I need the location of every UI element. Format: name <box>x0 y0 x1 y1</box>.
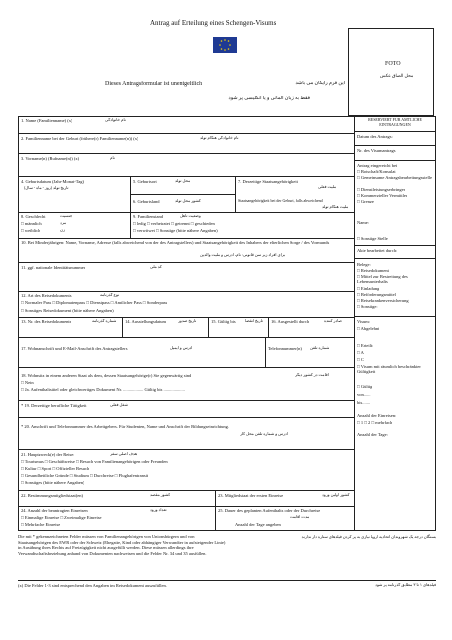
notice-fa-2: فقط به زبان المانی و یا انگلیسی پر شود <box>228 96 310 101</box>
f25-label: 25. Dauer des geplanten Aufenthalts oder der Durchreise <box>218 508 321 513</box>
official-type-5: bis....... <box>357 400 371 405</box>
f9-opts-2[interactable]: □ verwitwet □ Sonstige (bitte nähere Angaben) <box>133 228 218 233</box>
f8-opt-male[interactable]: □ männlich <box>21 221 42 226</box>
f8-opt-female-fa: زن <box>60 228 65 232</box>
f9-opts[interactable]: □ ledig □ verheiratet □ getrennt □ geschieden <box>133 221 215 226</box>
f14-label: 14. Ausstellungsdatum <box>125 319 167 324</box>
f9-label-fa: وضعیت تاهل <box>180 214 201 218</box>
f16-label: 16. Ausgestellt durch <box>271 319 310 324</box>
f13-label: 13. Nr. des Reisedokuments <box>21 319 72 324</box>
official-type-0[interactable]: □ A <box>357 350 364 355</box>
f11-label: 11. ggf. nationale Identitätsnummer <box>21 265 86 270</box>
f20-label-fa: آدرس و شماره تلفن محل کار <box>240 432 288 436</box>
f21-opts-1[interactable]: □ Tourismus □ Geschäftsreise □ Besuch von Familienangehörigen oder Freunden <box>21 459 168 464</box>
official-name: Name: <box>357 220 369 225</box>
f7-label-fa: ملیت فعلی <box>318 185 337 189</box>
f21-label-fa: هدف اصلی سفر <box>110 452 138 456</box>
f8-opt-male-fa: مرد <box>60 221 67 225</box>
f2-label: 2. Familienname bei der Geburt (frühere(r) Familienname(n)) (x) <box>21 136 139 141</box>
official-doc-2[interactable]: □ Einladung <box>357 286 380 291</box>
official-type-3[interactable]: □ Gültig <box>357 384 373 389</box>
f16-label-fa: صادر کننده <box>324 319 342 323</box>
f12-opts[interactable]: □ Normaler Pass □ Diplomatenpass □ Dienstpass □ Amtlicher Pass □ Sonderpass <box>21 300 168 305</box>
eu-flag-icon <box>213 37 237 53</box>
official-issued[interactable]: □ Erteilt: <box>357 343 374 348</box>
official-opt-3[interactable]: □ Kommerzieller Vermittler <box>357 193 408 198</box>
f23-label: 23. Mitgliedstaat der ersten Einreise <box>218 493 284 498</box>
f17-label: 17. Wohnanschrift und E-Mail-Anschrift des Antragstellers <box>21 346 128 351</box>
f21-opts-3[interactable]: □ Gesundheitliche Gründe □ Studium □ Durchreise □ Flughafentransit <box>21 473 149 478</box>
official-docs: Belege: <box>357 262 371 267</box>
f7b-label: Staatsangehörigkeit bei der Geburt, falls abweichend <box>238 199 323 203</box>
f25-days: Anzahl der Tage angeben <box>235 522 281 527</box>
f3-label: 3. Vorname(n) (Rufname(n)) (x) <box>21 156 80 161</box>
f14-label-fa: تاریخ صدور <box>178 319 197 323</box>
official-doc-3[interactable]: □ Beförderungsmittel <box>357 292 396 297</box>
f15-label: 15. Gültig bis <box>211 319 236 324</box>
f22-label: 22. Bestimmungsmitgliedstaat(en) <box>21 493 83 498</box>
notice-fa-1: این فرم رایگان می باشد <box>295 81 345 86</box>
official-header: RESERVIERT FÜR AMTLICHE EINTRAGUNGEN <box>368 118 422 127</box>
f12-label-fa: نوع گذرنامه <box>100 293 120 297</box>
f9-label: 9. Familienstand <box>133 214 163 219</box>
official-type-6: Anzahl der Einreisen: <box>357 413 397 418</box>
f3-label-fa: نام <box>110 156 115 160</box>
f6-label-fa: کشور محل تولد <box>175 199 201 203</box>
official-nr: Nr. des Visumantrags <box>357 148 396 153</box>
f8-label-fa: جنسیت <box>60 214 73 218</box>
notice-de: Dieses Antragsformular ist unentgeltlich <box>105 81 203 87</box>
official-type-7[interactable]: □ 1 □ 2 □ mehrfach <box>357 420 393 425</box>
f22-label-fa: کشور مقصد <box>150 493 171 497</box>
f15-label-fa: تاریخ انقضا <box>245 319 263 323</box>
f12-opts-2[interactable]: □ Sonstiges Reisedokument (bitte nähere Angaben) <box>21 308 114 313</box>
f11-label-fa: کد ملی <box>150 265 162 269</box>
official-opt-0[interactable]: □ Botschaft/Konsulat <box>357 169 396 174</box>
official-refused[interactable]: □ Abgelehnt <box>357 326 380 331</box>
f19-label-fa: شغل فعلی <box>110 403 128 407</box>
f2-label-fa: نام خانوادگی هنگام تولد <box>200 136 239 140</box>
f13-label-fa: شماره گذرنامه <box>92 319 117 323</box>
f8-opt-female[interactable]: □ weiblich <box>21 228 41 233</box>
f17-label-fa: آدرس و ایمیل <box>170 346 193 350</box>
footer-x-note: (x) Die Felder 1-3 sind entsprechend den Angaben im Reisedokument auszufüllen. <box>18 583 167 588</box>
f4-label: 4. Geburtsdatum (Jahr-Monat-Tag) <box>21 179 84 184</box>
f24-label: 24. Anzahl der beantragten Einreisen <box>21 508 88 513</box>
f4-label-fa: تاریخ تولد (روز - ماه - سال) <box>24 186 69 190</box>
f10-label: 10. Bei Minderjährigen: Name, Vorname, Adresse (falls abweichend von der des Antragstellers) und Staatsangehörigkeit des Inhabers der elterlichen Sorge / des Vormunds <box>21 240 330 245</box>
f1-label-fa: نام خانوادگی <box>105 118 126 122</box>
f21-label: 21. Hauptzweck(e) der Reise: <box>21 452 75 457</box>
f18-yes[interactable]: □ Ja. Aufenthaltstitel oder gleichwertiges Dokument Nr. .................. Gültig bis ................... <box>21 387 185 392</box>
official-other[interactable]: □ Sonstige Stelle <box>357 236 388 241</box>
f24-opts-2[interactable]: □ Mehrfache Einreise <box>21 522 61 527</box>
official-type-8: Anzahl der Tage: <box>357 432 388 437</box>
official-type-4: von...... <box>357 392 371 397</box>
official-opt-1[interactable]: □ Gemeinsame Antragsbearbeitungsstelle <box>357 175 432 180</box>
official-doc-5[interactable]: □ Sonstige: <box>357 304 378 309</box>
f1-label: 1. Name (Familienname) (x) <box>21 118 73 123</box>
f24-label-fa: تعداد ورود <box>150 508 167 512</box>
f7b-label-fa: ملیت هنگام تولد <box>322 205 349 209</box>
f8-label: 8. Geschlecht <box>21 214 46 219</box>
f20-label: * 20. Anschrift und Telefonnummer des Arbeitgebers. Für Studenten, Name und Anschrift der Bildungseinrichtung. <box>21 424 229 429</box>
official-clerk: Akte bearbeitet durch: <box>357 248 398 253</box>
f25-label-fa: مدت اقامت <box>290 515 310 519</box>
official-opt-4[interactable]: □ Grenze <box>357 199 374 204</box>
official-type-1[interactable]: □ C <box>357 357 364 362</box>
photo-box <box>348 28 434 116</box>
f21-opts-2[interactable]: □ Kultur □ Sport □ Offizieller Besuch <box>21 466 90 471</box>
f12-label: 12. Art des Reisedokuments <box>21 293 72 298</box>
official-lodged: Antrag eingereicht bei <box>357 163 398 168</box>
f5-label-fa: محل تولد <box>175 179 191 183</box>
f18-label-fa: اقامت در کشور دیگر <box>295 373 329 377</box>
f10-label-fa: برای افراد زیر سن قانونی: نام، آدرس و ملیت والدین <box>200 253 286 257</box>
f24-opts-1[interactable]: □ Einmalige Einreise □ Zweimalige Einreise <box>21 515 102 520</box>
official-doc-4[interactable]: □ Reisekrankenversicherung <box>357 298 409 303</box>
footer-note-fa: بستگان درجه یک شهروندان اتحادیه اروپا نیازی به پر کردن فیلدهای ستاره دار ندارند <box>301 534 436 539</box>
photo-label-fa: محل الصاق عکس <box>380 73 414 78</box>
tel-label-fa: شماره تلفن <box>310 346 330 350</box>
official-doc-0[interactable]: □ Reisedokument <box>357 268 389 273</box>
official-doc-1[interactable]: □ Mittel zur Bestreitung des Lebensunterhalts <box>357 274 408 285</box>
official-type-2[interactable]: □ Visum mit räumlich beschränkter Gültigkeit <box>357 364 421 375</box>
tel-label: Telefonnummer(n) <box>268 346 302 351</box>
official-date: Datum des Antrags: <box>357 134 393 139</box>
f6-label: 6. Geburtsland <box>133 199 160 204</box>
form-title: Antrag auf Erteilung eines Schengen-Visums <box>150 19 277 27</box>
f21-opts-4[interactable]: □ Sonstiges (bitte nähere Angaben) <box>21 480 85 485</box>
f18-no[interactable]: □ Nein <box>21 380 34 385</box>
f5-label: 5. Geburtsort <box>133 179 157 184</box>
f18-label: 18. Wohnsitz in einem anderen Staat als dem, dessen Staatsangehörige(r) Sie gegenwärtig sind <box>21 373 192 378</box>
f19-label: * 19. Derzeitige berufliche Tätigkeit <box>21 403 87 408</box>
official-decision: Visum: <box>357 319 370 324</box>
footer-note-de: Die mit * gekennzeichneten Felder müssen von Familienangehörigen von Unionsbürgern und von Staatsangehörigen des EWR oder der Schweiz (Ehegatte, Kind oder abhängiger Verwandter in aufsteigender Linie) in Ausübung ihres Rechts auf Freizügigkeit nicht ausgefüllt werden. Diese müssen allerdings ihre Verwandtschaftsbeziehung anhand von Dokumenten nachweisen und die Felder Nr. 34 und 35 ausfüllen. <box>18 534 226 556</box>
footer-x-note-fa: فیلدهای ۱ تا ۳ مطابق گذرنامه پر شود <box>375 583 436 587</box>
f7-label: 7. Derzeitige Staatsangehörigkeit <box>238 179 298 184</box>
photo-label: FOTO <box>385 61 401 67</box>
official-opt-2[interactable]: □ Dienstleistungserbringer <box>357 187 406 192</box>
f23-label-fa: کشور اولین ورود <box>322 493 350 497</box>
